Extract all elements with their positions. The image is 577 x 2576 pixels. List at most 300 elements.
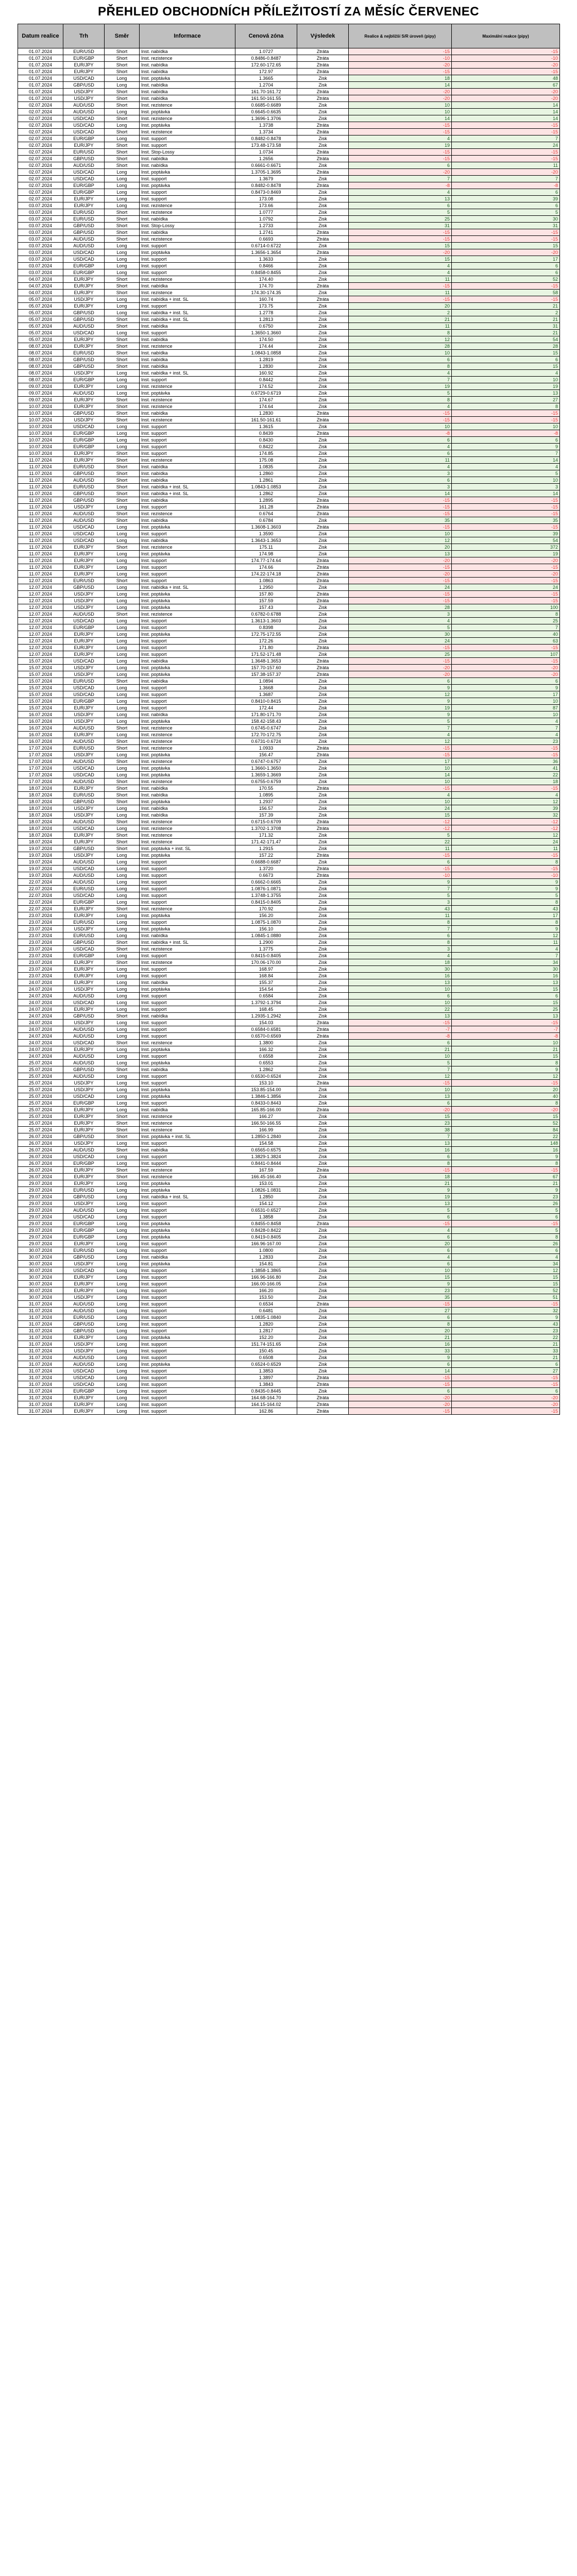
table-cell: Zisk: [297, 986, 349, 993]
table-row: [18, 457, 560, 464]
table-cell: Zisk: [297, 1334, 349, 1341]
table-cell: USD/CAD: [63, 618, 105, 624]
table-cell: USD/JPY: [63, 1200, 105, 1207]
table-cell: Long: [105, 390, 140, 397]
table-cell: EUR/JPY: [63, 732, 105, 738]
table-cell: 22.07.2024: [18, 886, 63, 892]
table-cell: Inst. nabídka: [140, 658, 235, 665]
table-cell: Long: [105, 1046, 140, 1053]
table-cell: Long: [105, 691, 140, 698]
table-cell: Zisk: [297, 1133, 349, 1140]
table-cell: Long: [105, 1241, 140, 1247]
table-cell: Short: [105, 149, 140, 156]
table-cell: 6: [452, 993, 560, 999]
table-cell: 0.6584-0.6581: [235, 1026, 297, 1033]
table-cell: Long: [105, 1033, 140, 1040]
table-cell: -15: [349, 645, 452, 651]
table-row: [18, 772, 560, 778]
table-cell: Inst. rezistence: [140, 839, 235, 845]
table-cell: EUR/GBP: [63, 430, 105, 437]
table-cell: USD/JPY: [63, 1087, 105, 1093]
table-cell: Ztráta: [297, 785, 349, 792]
table-cell: Zisk: [297, 624, 349, 631]
table-cell: AUD/USD: [63, 1053, 105, 1060]
table-cell: -12: [452, 825, 560, 832]
table-cell: Short: [105, 357, 140, 363]
table-cell: AUD/USD: [63, 323, 105, 330]
table-cell: Inst. support: [140, 578, 235, 584]
table-cell: USD/CAD: [63, 892, 105, 899]
table-cell: 6: [349, 437, 452, 444]
table-cell: 172.97: [235, 69, 297, 75]
table-row: [18, 122, 560, 129]
table-cell: 1.3705-1.3695: [235, 169, 297, 176]
table-cell: 0.8482-0.8478: [235, 135, 297, 142]
table-cell: 1.3590: [235, 531, 297, 537]
table-cell: 10: [349, 350, 452, 357]
table-row: [18, 1033, 560, 1040]
table-cell: 166.27: [235, 1113, 297, 1120]
table-cell: EUR/JPY: [63, 1107, 105, 1113]
table-cell: Inst. rezistence: [140, 946, 235, 953]
table-cell: 1.3775: [235, 946, 297, 953]
table-cell: -15: [452, 1080, 560, 1087]
table-row: [18, 571, 560, 578]
table-cell: Zisk: [297, 370, 349, 377]
table-row: [18, 685, 560, 691]
table-cell: 5: [349, 209, 452, 216]
table-cell: 1.3608-1.3603: [235, 524, 297, 531]
table-cell: Inst. poptávka: [140, 591, 235, 598]
table-cell: USD/JPY: [63, 852, 105, 859]
table-cell: Short: [105, 142, 140, 149]
table-cell: Long: [105, 1267, 140, 1274]
table-row: [18, 202, 560, 209]
table-cell: 09.07.2024: [18, 383, 63, 390]
table-cell: GBP/USD: [63, 1328, 105, 1334]
table-cell: Zisk: [297, 953, 349, 959]
table-cell: Inst. nabídka: [140, 363, 235, 370]
table-cell: Zisk: [297, 886, 349, 892]
table-cell: Inst. nabídka: [140, 350, 235, 357]
table-cell: Ztráta: [297, 872, 349, 879]
table-cell: Ztráta: [297, 1080, 349, 1087]
table-cell: Ztráta: [297, 430, 349, 437]
table-cell: Zisk: [297, 1006, 349, 1013]
table-row: [18, 303, 560, 310]
table-cell: 25.07.2024: [18, 1066, 63, 1073]
table-cell: Zisk: [297, 1247, 349, 1254]
table-cell: Inst. support: [140, 1368, 235, 1375]
table-cell: Ztráta: [297, 564, 349, 571]
table-cell: 18.07.2024: [18, 832, 63, 839]
table-cell: Ztráta: [297, 55, 349, 62]
table-cell: EUR/JPY: [63, 403, 105, 410]
table-row: [18, 176, 560, 182]
table-cell: Long: [105, 1388, 140, 1395]
table-cell: 21: [452, 1180, 560, 1187]
table-cell: 25.07.2024: [18, 1073, 63, 1080]
table-row: [18, 1341, 560, 1348]
table-cell: Inst. poptávka: [140, 926, 235, 933]
table-cell: Long: [105, 444, 140, 450]
table-row: [18, 276, 560, 283]
table-cell: 1.0845-1.0880: [235, 933, 297, 939]
table-cell: Short: [105, 229, 140, 236]
table-cell: 1.3853: [235, 1368, 297, 1375]
table-row: [18, 497, 560, 504]
table-cell: Inst. rezistence: [140, 819, 235, 825]
table-cell: Long: [105, 698, 140, 705]
table-cell: 5: [452, 470, 560, 477]
table-row: [18, 778, 560, 785]
table-cell: -15: [452, 745, 560, 752]
table-cell: 8: [349, 1321, 452, 1328]
table-row: [18, 584, 560, 591]
table-cell: AUD/USD: [63, 725, 105, 732]
table-cell: 0.8458-0.8455: [235, 269, 297, 276]
table-cell: 24: [349, 638, 452, 645]
table-row: [18, 1167, 560, 1174]
table-cell: 21: [349, 1180, 452, 1187]
table-cell: Long: [105, 571, 140, 578]
table-cell: Short: [105, 209, 140, 216]
table-cell: Long: [105, 1060, 140, 1066]
table-cell: EUR/USD: [63, 792, 105, 799]
table-cell: 19: [349, 383, 452, 390]
table-cell: USD/JPY: [63, 1348, 105, 1354]
table-cell: 166.32: [235, 1046, 297, 1053]
table-cell: 35: [452, 517, 560, 524]
table-cell: 1.2817: [235, 1328, 297, 1334]
table-cell: Short: [105, 745, 140, 752]
table-cell: Short: [105, 162, 140, 169]
table-cell: 31.07.2024: [18, 1328, 63, 1334]
table-cell: 84: [452, 1127, 560, 1133]
table-cell: Inst. poptávka: [140, 986, 235, 993]
table-cell: Inst. support: [140, 571, 235, 578]
table-cell: Inst. support: [140, 1308, 235, 1314]
table-cell: 31.07.2024: [18, 1334, 63, 1341]
table-cell: Inst. support: [140, 691, 235, 698]
table-cell: 173.48-173.58: [235, 142, 297, 149]
table-row: [18, 1127, 560, 1133]
table-cell: -15: [452, 752, 560, 758]
table-cell: -15: [349, 752, 452, 758]
table-cell: 4: [349, 792, 452, 799]
table-cell: Ztráta: [297, 1033, 349, 1040]
table-cell: 0.6481: [235, 1308, 297, 1314]
table-cell: 174.66: [235, 564, 297, 571]
table-cell: Inst. support: [140, 651, 235, 658]
table-cell: 173.75: [235, 303, 297, 310]
table-cell: 30.07.2024: [18, 1274, 63, 1281]
table-cell: EUR/JPY: [63, 283, 105, 290]
table-cell: 161.70-161.72: [235, 89, 297, 95]
table-cell: 15: [452, 243, 560, 249]
table-cell: Long: [105, 377, 140, 383]
table-cell: 11.07.2024: [18, 457, 63, 464]
table-cell: 3: [349, 611, 452, 618]
table-cell: Zisk: [297, 216, 349, 223]
table-cell: 0.6531-0.6527: [235, 1207, 297, 1214]
table-cell: EUR/USD: [63, 745, 105, 752]
table-cell: -15: [452, 578, 560, 584]
table-cell: -20: [349, 1401, 452, 1408]
table-cell: 171.52-171.48: [235, 651, 297, 658]
table-cell: USD/JPY: [63, 598, 105, 604]
table-cell: USD/CAD: [63, 1375, 105, 1381]
table-cell: USD/CAD: [63, 866, 105, 872]
table-cell: Short: [105, 1120, 140, 1127]
table-cell: 02.07.2024: [18, 122, 63, 129]
table-cell: 4: [452, 732, 560, 738]
table-cell: Inst. nabídka: [140, 62, 235, 69]
table-cell: Short: [105, 1013, 140, 1020]
table-row: [18, 1107, 560, 1113]
table-cell: 171.80-171.70: [235, 711, 297, 718]
table-cell: 23: [452, 738, 560, 745]
table-cell: 24.07.2024: [18, 1026, 63, 1033]
table-row: [18, 48, 560, 55]
table-cell: Inst. support: [140, 1053, 235, 1060]
table-cell: 166.20: [235, 1287, 297, 1294]
table-row: [18, 658, 560, 665]
table-cell: Inst. support: [140, 698, 235, 705]
table-row: [18, 377, 560, 383]
table-cell: 8: [452, 919, 560, 926]
table-cell: -15: [452, 296, 560, 303]
table-cell: 11.07.2024: [18, 571, 63, 578]
table-cell: 9: [349, 879, 452, 886]
table-cell: Long: [105, 1234, 140, 1241]
table-cell: Inst. support: [140, 437, 235, 444]
table-row: [18, 444, 560, 450]
table-cell: Ztráta: [297, 591, 349, 598]
table-cell: 161.50-161.61: [235, 417, 297, 423]
table-cell: -15: [349, 524, 452, 531]
table-cell: 0.6714-0.6722: [235, 243, 297, 249]
table-cell: Inst. support: [140, 1140, 235, 1147]
table-cell: EUR/GBP: [63, 182, 105, 189]
table-cell: AUD/USD: [63, 109, 105, 115]
table-cell: -15: [349, 156, 452, 162]
table-row: [18, 397, 560, 403]
table-row: [18, 102, 560, 109]
table-cell: Zisk: [297, 1046, 349, 1053]
table-cell: 9: [452, 1154, 560, 1160]
table-cell: USD/CAD: [63, 1381, 105, 1388]
table-cell: Inst. Stop-Lossy: [140, 149, 235, 156]
table-cell: Long: [105, 537, 140, 544]
table-cell: Inst. rezistence: [140, 511, 235, 517]
table-cell: Inst. poptávka: [140, 665, 235, 671]
table-cell: -8: [452, 182, 560, 189]
table-cell: AUD/USD: [63, 1301, 105, 1308]
table-cell: -15: [349, 591, 452, 598]
table-row: [18, 785, 560, 792]
table-cell: GBP/USD: [63, 310, 105, 316]
table-cell: -10: [452, 55, 560, 62]
table-cell: Inst. poptávka: [140, 122, 235, 129]
table-cell: Zisk: [297, 162, 349, 169]
table-cell: Long: [105, 899, 140, 906]
table-cell: Zisk: [297, 537, 349, 544]
table-cell: 1.0894: [235, 678, 297, 685]
table-cell: 23.07.2024: [18, 919, 63, 926]
table-cell: -15: [349, 1381, 452, 1388]
table-cell: 0.6693: [235, 236, 297, 243]
table-cell: Zisk: [297, 115, 349, 122]
table-cell: 11: [452, 939, 560, 946]
table-cell: Inst. nabídka: [140, 156, 235, 162]
table-cell: 161.50-161.55: [235, 95, 297, 102]
table-cell: 1.3668: [235, 685, 297, 691]
table-row: [18, 156, 560, 162]
table-cell: 05.07.2024: [18, 296, 63, 303]
table-cell: 26.07.2024: [18, 1140, 63, 1147]
table-cell: 1.0792: [235, 216, 297, 223]
table-cell: 166.45-166.40: [235, 1174, 297, 1180]
table-cell: 08.07.2024: [18, 357, 63, 363]
table-cell: 174.22-174.18: [235, 571, 297, 578]
table-cell: GBP/USD: [63, 1013, 105, 1020]
table-cell: 11: [349, 845, 452, 852]
table-cell: 170.92: [235, 906, 297, 912]
table-cell: 6: [349, 933, 452, 939]
table-cell: 158.42-158.43: [235, 718, 297, 725]
table-cell: 0.6524-0.6529: [235, 1361, 297, 1368]
table-row: [18, 966, 560, 973]
table-cell: 10: [349, 1053, 452, 1060]
table-row: [18, 269, 560, 276]
table-cell: Zisk: [297, 799, 349, 805]
table-cell: 0.8441-0.8444: [235, 1160, 297, 1167]
table-cell: 175.08: [235, 457, 297, 464]
table-cell: Inst. nabídka: [140, 162, 235, 169]
table-cell: 15: [452, 1113, 560, 1120]
table-cell: 17.07.2024: [18, 752, 63, 758]
table-cell: 16.07.2024: [18, 718, 63, 725]
table-cell: Zisk: [297, 584, 349, 591]
table-cell: Inst. nabídka + inst. SL: [140, 490, 235, 497]
table-cell: Inst. support: [140, 638, 235, 645]
table-cell: EUR/JPY: [63, 1127, 105, 1133]
table-cell: Inst. support: [140, 1294, 235, 1301]
table-cell: Inst. poptávka: [140, 1234, 235, 1241]
table-cell: 19.07.2024: [18, 859, 63, 866]
table-cell: 02.07.2024: [18, 129, 63, 135]
table-cell: 4: [349, 189, 452, 196]
table-cell: 6: [452, 1388, 560, 1395]
table-cell: 157.22: [235, 852, 297, 859]
table-cell: 16.07.2024: [18, 738, 63, 745]
table-cell: Inst. support: [140, 1073, 235, 1080]
table-cell: 12: [349, 336, 452, 343]
table-cell: Inst. poptávka: [140, 182, 235, 189]
table-cell: -15: [452, 229, 560, 236]
table-cell: Short: [105, 946, 140, 953]
table-cell: 1.2819: [235, 357, 297, 363]
table-cell: Inst. support: [140, 135, 235, 142]
table-cell: 33: [349, 1348, 452, 1354]
table-cell: 24.07.2024: [18, 986, 63, 993]
table-cell: 152.20: [235, 1334, 297, 1341]
table-cell: Long: [105, 196, 140, 202]
table-cell: Inst. support: [140, 1200, 235, 1207]
table-cell: 67: [452, 1174, 560, 1180]
table-cell: Inst. support: [140, 564, 235, 571]
table-cell: Zisk: [297, 618, 349, 624]
table-cell: 1.2778: [235, 310, 297, 316]
table-cell: 6: [349, 859, 452, 866]
table-cell: 01.07.2024: [18, 89, 63, 95]
table-cell: Ztráta: [297, 645, 349, 651]
column-header: Cenová zóna: [235, 24, 297, 48]
table-cell: 30.07.2024: [18, 1247, 63, 1254]
table-row: [18, 1180, 560, 1187]
table-cell: Zisk: [297, 135, 349, 142]
table-cell: 19.07.2024: [18, 866, 63, 872]
table-cell: -15: [349, 1167, 452, 1174]
table-cell: Long: [105, 504, 140, 511]
table-cell: Inst. support: [140, 1348, 235, 1354]
table-cell: 30: [452, 216, 560, 223]
table-cell: Inst. nabídka + inst. SL: [140, 370, 235, 377]
table-cell: Inst. support: [140, 377, 235, 383]
table-cell: AUD/USD: [63, 236, 105, 243]
table-cell: Long: [105, 953, 140, 959]
table-cell: GBP/USD: [63, 357, 105, 363]
table-cell: 162.86: [235, 1408, 297, 1415]
table-cell: 02.07.2024: [18, 169, 63, 176]
table-row: [18, 524, 560, 531]
table-row: [18, 618, 560, 624]
table-cell: Long: [105, 933, 140, 939]
table-cell: Short: [105, 403, 140, 410]
table-cell: Long: [105, 631, 140, 638]
table-row: [18, 1006, 560, 1013]
table-cell: -20: [349, 671, 452, 678]
table-cell: 171.42-171.47: [235, 839, 297, 845]
table-cell: Inst. support: [140, 1154, 235, 1160]
table-cell: 10: [452, 711, 560, 718]
table-cell: 20: [349, 303, 452, 310]
table-cell: AUD/USD: [63, 243, 105, 249]
table-cell: Inst. poptávka: [140, 524, 235, 531]
table-cell: 10.07.2024: [18, 430, 63, 437]
table-cell: USD/CAD: [63, 1154, 105, 1160]
table-cell: -15: [349, 149, 452, 156]
table-cell: 0.6784: [235, 517, 297, 524]
table-cell: 11: [349, 290, 452, 296]
table-cell: Long: [105, 1308, 140, 1314]
table-cell: Short: [105, 216, 140, 223]
table-cell: Inst. support: [140, 1267, 235, 1274]
table-cell: USD/CAD: [63, 531, 105, 537]
table-cell: Inst. poptávka: [140, 1261, 235, 1267]
table-cell: Zisk: [297, 202, 349, 209]
table-cell: GBP/USD: [63, 1133, 105, 1140]
table-row: [18, 290, 560, 296]
table-cell: Inst. rezistence: [140, 276, 235, 283]
table-cell: 1.2656: [235, 156, 297, 162]
table-cell: Inst. nabídka: [140, 678, 235, 685]
table-cell: 10: [349, 1267, 452, 1274]
table-cell: Short: [105, 959, 140, 966]
table-cell: Long: [105, 82, 140, 89]
table-cell: Zisk: [297, 919, 349, 926]
